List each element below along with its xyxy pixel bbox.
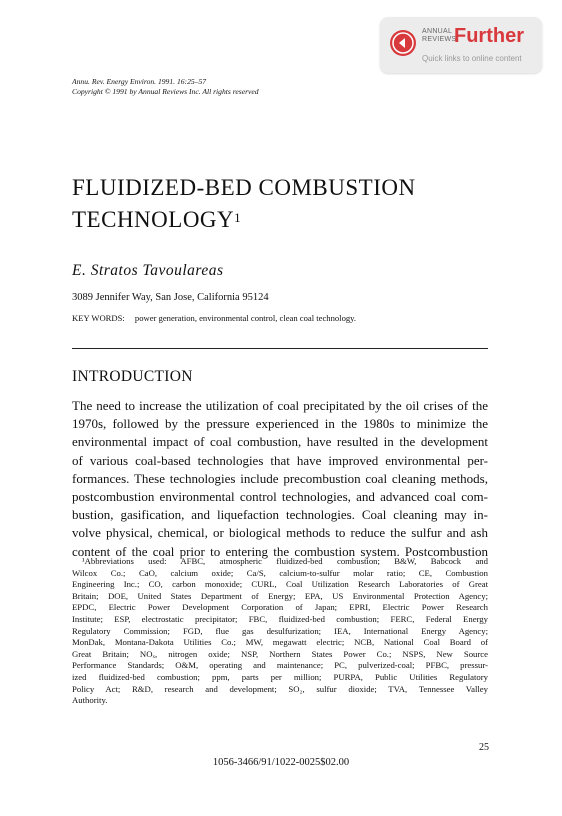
play-arrow-icon — [390, 30, 416, 56]
footnote-line: Great Britain; NOₓ, nitrogen oxide; NSP, Northern States Power Co.; NSPS, New Source — [72, 648, 488, 659]
journal-citation: Annu. Rev. Energy Environ. 1991. 16:25–57 — [72, 77, 207, 86]
copyright-notice: Copyright © 1991 by Annual Reviews Inc. All rights reserved — [72, 87, 259, 96]
page-number: 25 — [479, 742, 489, 753]
footnote-line: ized fluidized-bed combustion; ppm, parts per million; PURPA, Public Utilities Regulatory — [72, 671, 488, 682]
paragraph-line: formances. These technologies include precombustion coal cleaning methods, — [72, 470, 488, 486]
paragraph-line: content of the coal prior to entering the combustion system. Postcombustion — [72, 543, 488, 559]
author-address: 3089 Jennifer Way, San Jose, California 95124 — [72, 292, 269, 303]
section-heading: INTRODUCTION — [72, 368, 193, 385]
intro-paragraph — [72, 397, 488, 561]
paragraph-line: of various coal-based technologies that have improved environmental per- — [72, 452, 488, 468]
keywords — [72, 313, 356, 323]
author-name: E. Stratos Tavoulareas — [72, 262, 224, 279]
badge-publisher-label: ANNUAL REVIEWS — [422, 28, 457, 43]
footnote-line: ¹Abbreviations used: AFBC, atmospheric fluidized-bed combustion; B&W, Babcock and — [82, 556, 488, 566]
article-code: 1056-3466/91/1022-0025$02.00 — [212, 757, 350, 768]
footnote-line: Institute; ESP, electrostatic precipitator; FBC, fluidized-bed combustion; FERC, Federal Energy — [72, 613, 488, 624]
section-divider — [72, 348, 488, 349]
paragraph-line: volve physical, chemical, or biological methods to reduce the sulfur and ash — [72, 525, 488, 541]
footnote-abbreviations — [72, 556, 488, 707]
paragraph-line: bustion, gasification, and liquefaction technologies. Coal cleaning may in- — [72, 507, 488, 523]
article-title: FLUIDIZED-BED COMBUSTION TECHNOLOGY$^1$ — [72, 175, 416, 232]
footnote-line: Authority. — [72, 695, 108, 706]
journal-citation-block — [72, 77, 259, 97]
badge-further-label: Further — [454, 25, 524, 47]
footnote-line: MonDak, Montana-Dakota Utilities Co.; MW, megawatt electric; NCB, National Coal Board of — [72, 637, 488, 648]
title-footnote-mark: 1 — [234, 210, 242, 225]
paragraph-line: environmental impact of coal combustion, have resulted in the development — [72, 434, 488, 450]
paragraph-line: postcombustion environmental control technologies, and advanced coal com- — [72, 489, 488, 505]
annual-reviews-further-badge[interactable] — [380, 17, 542, 73]
badge-subtitle: Quick links to online content — [422, 54, 522, 63]
footnote-line: Engineering Inc.; CO, carbon monoxide; CURL, Coal Utilization Research Laboratories of Great — [72, 579, 488, 590]
footnote-line: Wilcox Co.; CaO, calcium oxide; Ca/S, calcium-to-sulfur molar ratio; CE, Combustion — [72, 567, 488, 578]
footnote-line: Britain; DOE, United States Department of Energy; EPA, US Environmental Protection Agency; — [72, 590, 488, 601]
footnote-line: Performance Standards; O&M, operating and maintenance; PC, pulverized-coal; PFBC, pressur- — [72, 660, 488, 671]
footnote-line: EPDC, Electric Power Development Corporation of Japan; EPRI, Electric Power Research — [72, 602, 488, 613]
footnote-line: Regulatory Commission; FGD, flue gas desulfurization; IEA, International Energy Agency; — [72, 625, 488, 636]
keywords-list: power generation, environmental control, clean coal technology. — [134, 313, 357, 323]
paragraph-line: The need to increase the utilization of coal precipitated by the oil crises of the — [72, 398, 488, 413]
footnote-line: Policy Act; R&D, research and development; SO₂, sulfur dioxide; TVA, Tennessee Valley — [72, 683, 488, 694]
keywords-label: KEY WORDS: — [72, 313, 125, 323]
paragraph-line: 1970s, followed by the pressure experienced in the 1980s to minimize the — [72, 416, 488, 432]
